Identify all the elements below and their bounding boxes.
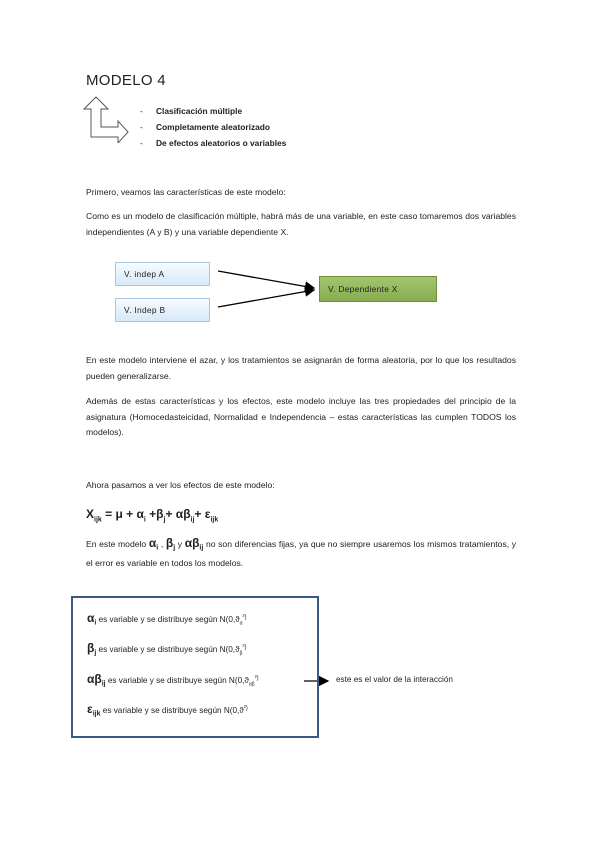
box-dependiente-x: V. Dependiente X	[319, 276, 437, 302]
paragraph-variables: Como es un modelo de clasificación múltiple, habrá más de una variable, en este caso tomaremos dos variables independientes (A y B) y una variable dependiente X.	[86, 211, 516, 237]
intro-paragraph: Primero, veamos las características de este modelo:	[86, 187, 286, 197]
list-item: - De efectos aleatorios o variables	[140, 135, 286, 151]
paragraph-no-fijas: En este modelo $\alpha_i$ , $\beta_j$ y $\alpha\beta_{ij}$ no son diferencias fijas, ya que no siempre usaremos los mismos tratamientos, y el error es variable en todos los modelos.	[86, 536, 517, 569]
box-indep-b: V. Indep B	[115, 298, 210, 322]
paragraph-efectos: Ahora pasamos a ver los efectos de este modelo:	[86, 480, 275, 490]
dist-row-alpha: $\alpha_i$ es variable y se distribuye según $N(0,ϑ_\alpha^{^2)}$	[87, 611, 247, 627]
feature-list	[140, 103, 286, 151]
dist-row-epsilon: $\varepsilon_{ijk}$ es variable y se distribuye según $N(0,ϑ^{^2)}$	[87, 702, 248, 718]
box-indep-a: V. indep A	[115, 262, 210, 286]
arrow-a-to-x	[218, 271, 314, 288]
dist-row-beta: $\beta_j$ es variable y se distribuye según $N(0,ϑ_\beta^{^2)}$	[87, 641, 247, 657]
paragraph-azar: En este modelo interviene el azar, y los tratamientos se asignarán de forma aleatoria, por lo que los resultados pueden generalizarse.	[86, 355, 516, 381]
paragraph-propiedades: Además de estas características y los efectos, este modelo incluye las tres propiedades del principio de la asignatura (Homocedasteicidad, Normalidad e Independencia – estas características las cumplen TODOS los modelos).	[86, 396, 516, 437]
list-item: - Completamente aleatorizado	[140, 119, 286, 135]
dist-row-alphabeta: $\alpha\beta_{ij}$ es variable y se distribuye según $N(0,ϑ_{\alpha\beta}^{^2)}$	[87, 672, 259, 688]
model-equation: $X_{ijk} = \mu + \alpha_i +\beta_j+ \alpha\beta_{ij}+ \varepsilon_{ijk}$	[86, 507, 219, 524]
interaction-note: este es el valor de la interacción	[336, 675, 453, 684]
arrow-b-to-x	[218, 290, 314, 307]
page-title: MODELO 4	[86, 72, 166, 89]
list-item: - Clasificación múltiple	[140, 103, 286, 119]
turn-arrow-icon	[82, 95, 130, 143]
